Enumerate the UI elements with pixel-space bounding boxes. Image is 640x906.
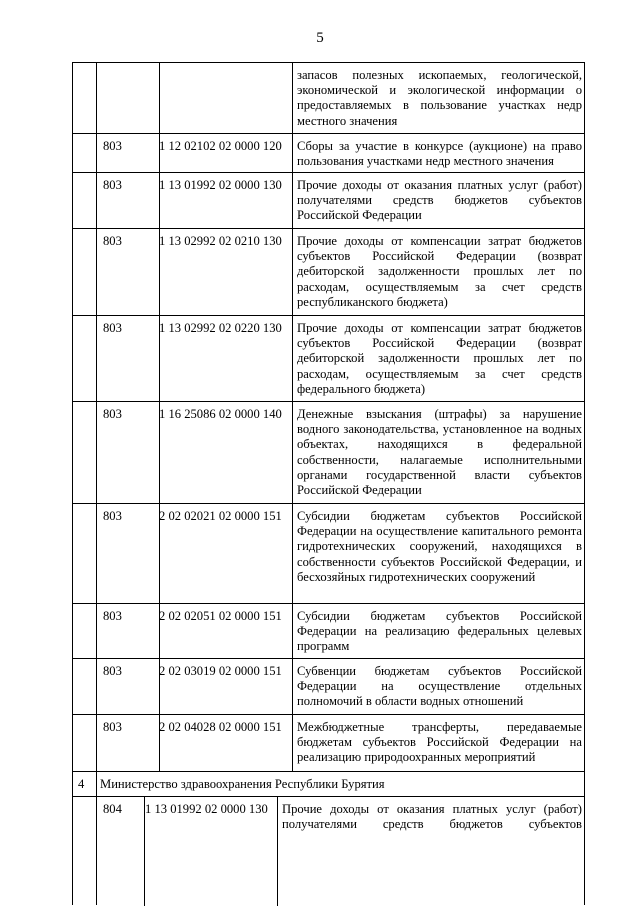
row-code: 803 [103, 234, 122, 248]
row-description: запасов полезных ископаемых, геологической, экономической и экологической информации о предоставляемых в пользование участках недр местного значения [297, 68, 582, 128]
section-row [72, 771, 585, 796]
row-code: 803 [103, 664, 122, 678]
row-description: Субсидии бюджетам субъектов Российской Федерации на реализацию федеральных целевых программ [297, 609, 582, 654]
table-row [72, 401, 585, 503]
row-description: Прочие доходы от компенсации затрат бюджетов субъектов Российской Федерации (возврат дебиторской задолженности прошлых лет по расходам, осуществляемым за счет средств федерального бюджета) [297, 321, 582, 396]
row-kbk: 2 02 02021 02 0000 151 [159, 509, 282, 523]
row-code: 803 [103, 139, 122, 153]
row-code: 803 [103, 321, 122, 335]
table-row [72, 603, 585, 658]
table-row [72, 658, 585, 714]
row-kbk: 2 02 04028 02 0000 151 [159, 720, 282, 734]
table-row [72, 172, 585, 228]
section-title: Министерство здравоохранения Республики Бурятия [100, 777, 385, 791]
row-kbk: 1 13 02992 02 0220 130 [159, 321, 282, 335]
table-row [72, 315, 585, 401]
row-code: 803 [103, 407, 122, 421]
row-kbk: 1 12 02102 02 0000 120 [159, 139, 282, 153]
row-description: Денежные взыскания (штрафы) за нарушение водного законодательства, установленное на водных объектах, находящихся в федеральной собственности, налагаемые исполнительными органами государственной власти субъектов Российской Федерации [297, 407, 582, 498]
row-kbk: 2 02 02051 02 0000 151 [159, 609, 282, 623]
row-description: Прочие доходы от компенсации затрат бюджетов субъектов Российской Федерации (возврат дебиторской задолженности прошлых лет по расходам, осуществляемым за счет средств республиканского бюджета) [297, 234, 582, 309]
row-description: Прочие доходы от оказания платных услуг (работ) получателями средств бюджетов субъектов [282, 802, 582, 832]
row-kbk: 1 13 01992 02 0000 130 [159, 178, 282, 192]
table-row [72, 503, 585, 603]
row-description: Межбюджетные трансферты, передаваемые бюджетам субъектов Российской Федерации на реализацию природоохранных мероприятий [297, 720, 582, 765]
table-row [72, 796, 585, 905]
page-number: 5 [316, 30, 324, 46]
row-description: Субвенции бюджетам субъектов Российской Федерации на осуществление отдельных полномочий в области водных отношений [297, 664, 582, 709]
row-description: Сборы за участие в конкурсе (аукционе) на право пользования участками недр местного значения [297, 139, 582, 169]
row-description: Субсидии бюджетам субъектов Российской Федерации на осуществление капитального ремонта гидротехнических сооружений, находящихся в собственности субъектов Российской Федерации, и бесхозяйных гидротехнических сооружений [297, 509, 582, 584]
table-row [72, 133, 585, 172]
table-row [72, 228, 585, 315]
row-kbk: 1 13 02992 02 0210 130 [159, 234, 282, 248]
row-kbk: 2 02 03019 02 0000 151 [159, 664, 282, 678]
section-number: 4 [78, 777, 85, 791]
row-code: 803 [103, 178, 122, 192]
row-description: Прочие доходы от оказания платных услуг (работ) получателями средств бюджетов субъектов Российской Федерации [297, 178, 582, 223]
row-kbk: 1 13 01992 02 0000 130 [145, 802, 268, 816]
row-code: 804 [103, 802, 122, 816]
table-row [72, 62, 585, 133]
row-code: 803 [103, 609, 122, 623]
row-kbk: 1 16 25086 02 0000 140 [159, 407, 282, 421]
row-code: 803 [103, 509, 122, 523]
row-code: 803 [103, 720, 122, 734]
table-row [72, 714, 585, 771]
